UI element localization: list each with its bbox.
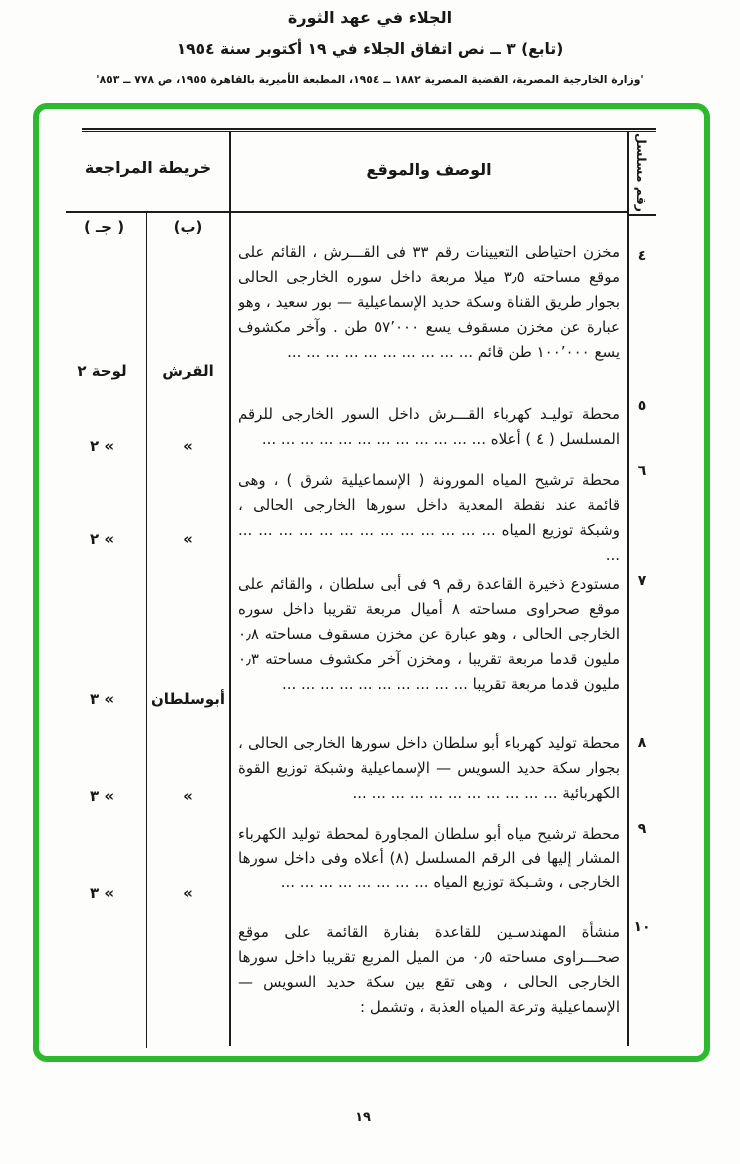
page-subtitle: (تابع) ٣ ــ نص اتفاق الجلاء في ١٩ أكتوبر سنة ١٩٥٤ bbox=[176, 40, 564, 58]
row-description: محطة ترشيح المياه المورونة ( الإسماعيلية شرق ) ، وهى قائمة عند نقطة المعدية داخل سورها الخارجى الحالى ، وشبكة توزيع المياه ... ... ... ... ... ... ... ... ... ... ... ... ... ... bbox=[238, 471, 620, 564]
table-top-rule bbox=[82, 128, 656, 132]
map-header-rule bbox=[66, 211, 230, 213]
map-col-j-value: » ٢ bbox=[89, 437, 115, 455]
row-serial: ٧ bbox=[637, 573, 647, 589]
row-description: محطة ترشيح مياه أبو سلطان المجاورة لمحطة توليد الكهرباء المشار إليها فى الرقم المسلسل (٨) أعلاه وفى داخل سورها الخارجى ، وشـبكة توزيع المياه ... ... ... ... ... ... ... ... bbox=[238, 825, 620, 891]
map-col-b-value: » bbox=[183, 530, 193, 548]
map-col-j-value: لوحة ٢ bbox=[77, 362, 127, 380]
map-col-j-value: » ٢ bbox=[89, 530, 115, 548]
column-header-map: خريطة المراجعة bbox=[84, 158, 212, 177]
column-header-j: ( جـ ) bbox=[83, 218, 125, 236]
map-col-b-value: » bbox=[183, 787, 193, 805]
map-col-b-value: » bbox=[183, 884, 193, 902]
map-col-j-value: » ٣ bbox=[89, 690, 115, 708]
row-description: منشأة المهندسـين للقاعدة بفنارة القائمة على موقع صحـــراوى مساحته ٠٫٥ من الميل المربع تقريبا داخل سورها الخارجى الحالى ، وهى تقع بين سكة حديد السويس — الإسماعيلية وترعة المياه العذبة ، وتشمل : bbox=[238, 923, 620, 1016]
map-col-j-value: » ٣ bbox=[89, 884, 115, 902]
description-header-rule bbox=[230, 211, 628, 213]
map-col-b-value: القرش bbox=[162, 362, 214, 380]
column-header-description: الوصف والموقع bbox=[366, 160, 492, 179]
description-column-rule bbox=[229, 131, 231, 1046]
map-subcolumn-rule bbox=[146, 212, 147, 1048]
row-description: مخزن احتياطى التعيينات رقم ٣٣ فى القـــرش ، القائم على موقع مساحته ٣٫٥ ميلا مربعة داخل سوره الخارجى الحالى بجوار طريق القناة وسكة حديد الإسماعيلية — بور سعيد ، وهو عبارة عن مخزن مسقوف يسع ٥٧٬٠٠٠ طن . وآخر مكشوف يسع ١٠٠٬٠٠٠ طن قائم ... ... ... ... ... ... ... ... ... ... bbox=[238, 243, 620, 361]
serial-header-rule bbox=[628, 214, 656, 216]
row-description: محطة توليـد كهرباء القـــرش داخل السور الخارجى للرقم المسلسل ( ٤ ) أعلاه ... ... ... ... ... ... ... ... ... ... ... ... bbox=[238, 405, 620, 448]
row-serial: ٩ bbox=[637, 821, 647, 837]
row-serial: ٨ bbox=[637, 735, 647, 751]
row-serial: ١٠ bbox=[633, 919, 651, 935]
column-header-b: (ب) bbox=[173, 218, 203, 236]
column-header-serial-label: رقم مسلسل bbox=[633, 132, 649, 212]
row-serial: ٤ bbox=[637, 248, 647, 264]
map-col-j-value: » ٣ bbox=[89, 787, 115, 805]
page-number: ١٩ bbox=[355, 1110, 371, 1125]
source-citation: 'وزارة الخارجية المصرية، القضية المصرية ١٨٨٢ ــ ١٩٥٤، المطبعة الأميرية بالقاهرة ١٩٥٥، ص ٧٧٨ ــ ٨٥٣' bbox=[96, 73, 644, 86]
row-description: محطة توليد كهرباء أبو سلطان داخل سورها الخارجى الحالى ، بجوار سكة حديد السويس — الإسماعيلية وشبكة توزيع القوة الكهربائية ... ... ... ... ... ... ... ... ... ... ... bbox=[238, 734, 620, 802]
row-serial: ٥ bbox=[637, 398, 647, 414]
page-title: الجلاء في عهد الثورة bbox=[287, 8, 453, 27]
row-description: مستودع ذخيرة القاعدة رقم ٩ فى أبى سلطان ، والقائم على موقع صحراوى مساحته ٨ أميال مربعة تقريبا داخل سوره الخارجى الحالى ، وهو عبارة عن مخزن مسقوف مساحته ٠٫٨ مليون قدما مربعة تقريبا ، ومخزن آخر مكشوف مساحته ٠٫٣ مليون قدما مربعة تقريبا ... ... ... ... ... ... ... ... ... ... bbox=[238, 575, 620, 693]
map-col-b-value: » bbox=[183, 437, 193, 455]
map-col-b-value: أبوسلطان bbox=[150, 690, 226, 708]
row-serial: ٦ bbox=[637, 463, 647, 479]
column-header-serial bbox=[626, 132, 656, 212]
